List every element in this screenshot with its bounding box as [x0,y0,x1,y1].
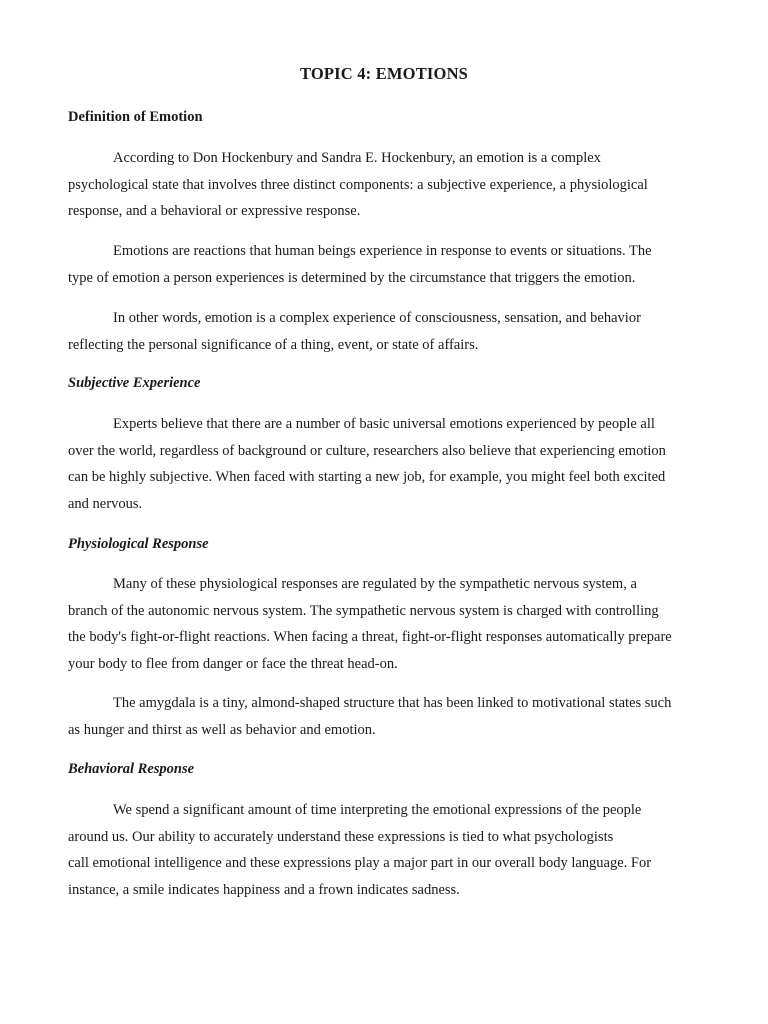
paragraph-line: Experts believe that there are a number of basic universal emotions experienced by people all [113,416,655,432]
section-heading-behavioral: Behavioral Response [68,761,195,777]
paragraph-line: response, and a behavioral or expressive response. [68,203,361,220]
paragraph-line: your body to flee from danger or face the threat head-on. [68,655,398,672]
paragraph-line: as hunger and thirst as well as behavior and emotion. [68,721,376,738]
paragraph-line: Many of these physiological responses are regulated by the sympathetic nervous system, a [113,576,637,592]
section-heading-definition: Definition of Emotion [68,109,203,125]
paragraph-line: around us. Our ability to accurately understand these expressions is tied to what psychologists [68,828,614,845]
paragraph-line: and nervous. [68,495,143,512]
paragraph-line: type of emotion a person experiences is determined by the circumstance that triggers the emotion. [68,269,636,286]
paragraph [68,145,700,225]
paragraph-line: The amygdala is a tiny, almond-shaped structure that has been linked to motivational states such [113,695,672,711]
paragraph [68,690,700,743]
paragraph-line: over the world, regardless of background or culture, researchers also believe that experiencing emotion [68,442,666,459]
paragraph-line: psychological state that involves three distinct components: a subjective experience, a physiological [68,176,648,193]
paragraph [68,411,700,517]
section-heading-physiological: Physiological Response [68,536,209,552]
paragraph [68,238,700,291]
paragraph-line: branch of the autonomic nervous system. The sympathetic nervous system is charged with controlling [68,602,659,619]
paragraph-line: Emotions are reactions that human beings experience in response to events or situations. The [113,243,652,259]
paragraph [68,797,700,903]
paragraph-line: the body's fight-or-flight reactions. When facing a threat, fight-or-flight responses automatically prepare [68,629,672,646]
page-title: TOPIC 4: EMOTIONS [299,64,469,83]
paragraph-line: We spend a significant amount of time interpreting the emotional expressions of the people [113,802,642,818]
paragraph [68,305,700,358]
paragraph-line: reflecting the personal significance of a thing, event, or state of affairs. [68,336,479,353]
paragraph [68,571,700,677]
section-heading-subjective: Subjective Experience [68,375,201,391]
paragraph-line: According to Don Hockenbury and Sandra E. Hockenbury, an emotion is a complex [113,150,601,166]
paragraph-line: In other words, emotion is a complex experience of consciousness, sensation, and behavior [113,310,641,326]
paragraph-line: can be highly subjective. When faced with starting a new job, for example, you might feel both excited [68,469,666,486]
paragraph-line: call emotional intelligence and these expressions play a major part in our overall body language. For [68,855,652,872]
paragraph-line: instance, a smile indicates happiness and a frown indicates sadness. [68,881,460,898]
